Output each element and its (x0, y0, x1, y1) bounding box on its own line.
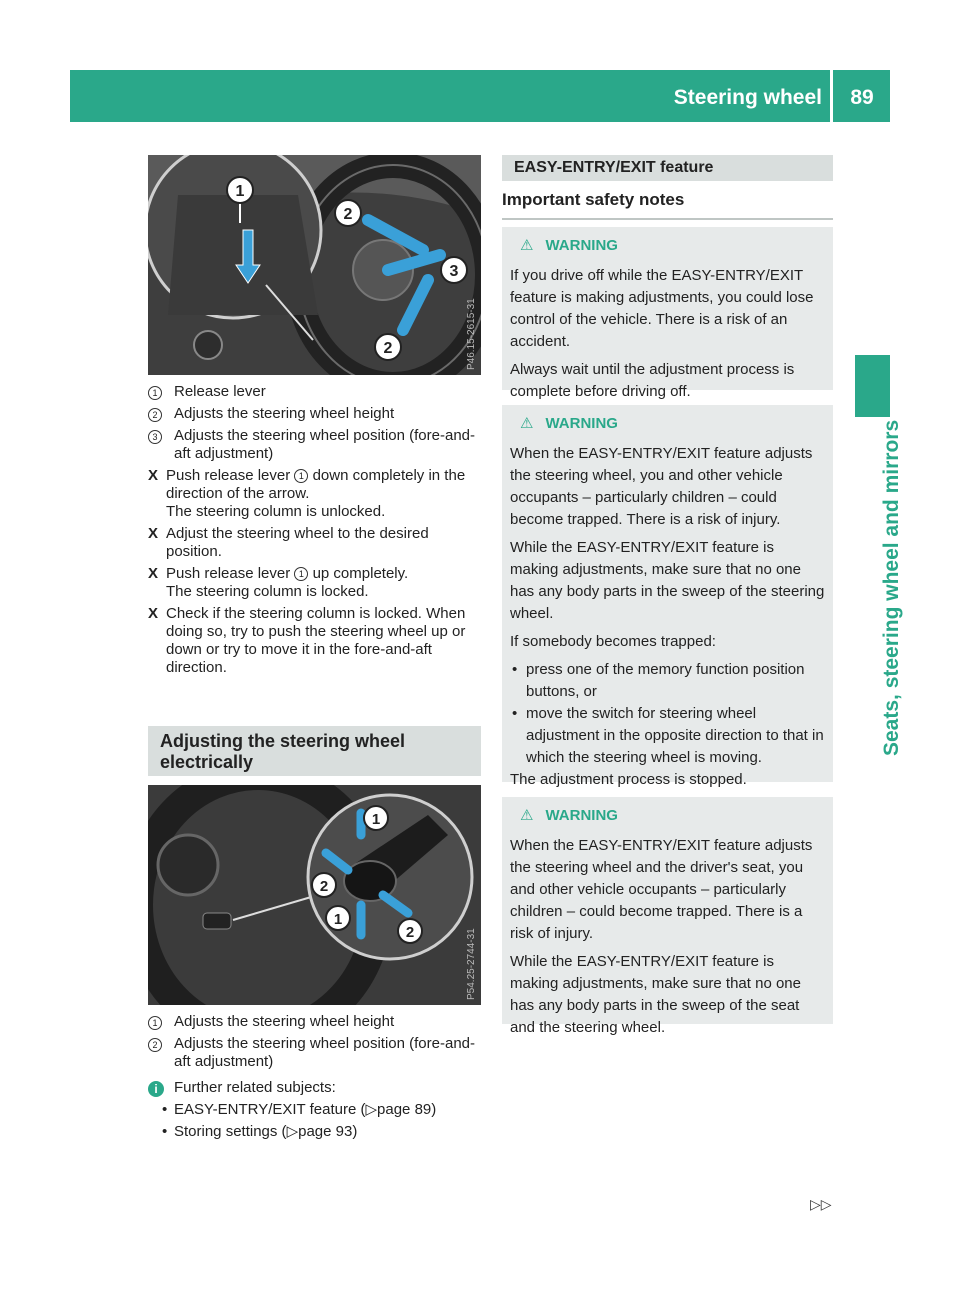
legend-item (148, 1035, 481, 1071)
legend-text: Adjusts the steering wheel position (fore-and-aft adjustment) (174, 427, 475, 462)
warning-triangle-icon: ⚠ (520, 807, 534, 824)
legend-item (148, 405, 481, 423)
svg-text:2: 2 (319, 878, 329, 895)
callout-1-top (364, 806, 388, 830)
legend-text: Adjusts the steering wheel height (174, 1013, 395, 1030)
callout-2-top (335, 200, 361, 226)
warning-triangle-icon: ⚠ (520, 415, 534, 432)
legend-info-block (148, 1013, 481, 1141)
page-ref-arrow-icon: ▷ (365, 1101, 378, 1118)
steering-lever-figure (148, 155, 481, 375)
step-result: The steering column is locked. (166, 583, 369, 600)
warning-text: Always wait until the adjustment process is complete before driving off. (510, 361, 795, 400)
warning-title: ⚠ WARNING (520, 415, 618, 432)
warning-box (502, 797, 833, 1036)
legend-text: Adjusts the steering wheel height (174, 405, 395, 422)
callout-2-bottom (375, 334, 401, 360)
page-number: 89 (850, 86, 874, 109)
step-arrow-icon: X (148, 565, 159, 582)
figure-code: P46.15-2615-31 (466, 298, 477, 370)
warning-title: ⚠ WARNING (520, 807, 618, 824)
callout-number: 2 (148, 1038, 162, 1052)
warning-text: While the EASY-ENTRY/EXIT feature is making adjustments, make sure that no one has any body parts in the sweep of the seat and the steering wheel. (510, 953, 801, 1036)
callout-1-bottom (326, 906, 350, 930)
header-divider (830, 70, 833, 122)
step-arrow-icon: X (148, 605, 159, 622)
instruction-step: X Push release lever 1 down completely in the direction of the arrow. The steering column is unlocked. (148, 467, 466, 520)
legend-steps-block (148, 383, 481, 681)
section-heading-easy-entry: EASY-ENTRY/EXIT feature (502, 155, 833, 181)
legend-item (148, 383, 481, 401)
info-note (148, 1079, 481, 1097)
electric-column-figure (148, 785, 481, 1005)
svg-text:1: 1 (235, 183, 245, 200)
warning-bullet: • press one of the memory function position buttons, or (510, 659, 825, 703)
warning-text: When the EASY-ENTRY/EXIT feature adjusts the steering wheel and the driver's seat, you and other vehicle occupants – particularly children – could become trapped. There is a risk of injury. (510, 837, 813, 942)
svg-text:2: 2 (405, 924, 415, 941)
warning-box (502, 227, 833, 400)
svg-text:3: 3 (449, 263, 459, 280)
legend-text: Release lever (174, 383, 266, 400)
warning-box (502, 405, 833, 788)
info-icon: i (148, 1081, 164, 1097)
figure-code: P54.25-2744-31 (466, 928, 477, 1000)
instruction-step: X Adjust the steering wheel to the desired position. (148, 525, 429, 560)
svg-text:2: 2 (343, 206, 353, 223)
legend-item (148, 427, 481, 463)
continue-arrow-icon: ▷▷ (810, 1196, 832, 1212)
callout-number: 1 (148, 1016, 162, 1030)
cross-reference-link[interactable]: • Storing settings (▷page 93) (148, 1123, 481, 1141)
legend-item (148, 1013, 481, 1031)
subheading-safety: Important safety notes (502, 190, 833, 220)
page-ref-arrow-icon: ▷ (286, 1123, 299, 1140)
callout-number: 2 (148, 408, 162, 422)
instruction-step: X Check if the steering column is locked. When doing so, try to push the steering wheel up or down or try to move it in the fore-and-aft direction. (148, 605, 466, 676)
callout-2-left (312, 873, 336, 897)
warning-text: While the EASY-ENTRY/EXIT feature is making adjustments, make sure that no one has any body parts in the sweep of the steering wheel. (510, 539, 825, 622)
svg-text:1: 1 (371, 811, 381, 828)
page-title: Steering wheel (673, 86, 822, 109)
section-heading-electric: Adjusting the steering wheel electrically (148, 726, 481, 776)
steering-lever-illustration (148, 155, 481, 375)
info-text: Further related subjects: (174, 1079, 336, 1096)
callout-1 (227, 177, 253, 203)
warning-text: If somebody becomes trapped: (510, 633, 716, 650)
warning-bullet: • move the switch for steering wheel adjustment in the opposite direction to that in which the steering wheel is moving. (510, 703, 825, 769)
step-arrow-icon: X (148, 467, 159, 484)
warning-triangle-icon: ⚠ (520, 237, 534, 254)
warning-closing: The adjustment process is stopped. (510, 771, 747, 788)
callout-3 (441, 257, 467, 283)
warning-text: When the EASY-ENTRY/EXIT feature adjusts the steering wheel, you and other vehicle occupants – particularly children – could become trapped. There is a risk of injury. (510, 445, 813, 528)
legend-text: Adjusts the steering wheel position (fore-and-aft adjustment) (174, 1035, 475, 1070)
instruction-step: X Push release lever 1 up completely. The steering column is locked. (148, 565, 409, 600)
cross-reference-link[interactable]: • EASY-ENTRY/EXIT feature (▷page 89) (148, 1101, 481, 1119)
step-arrow-icon: X (148, 525, 159, 542)
warning-title: ⚠ WARNING (520, 237, 618, 254)
electric-column-illustration (148, 785, 481, 1005)
svg-text:1: 1 (333, 911, 343, 928)
chapter-tab (855, 355, 890, 417)
warning-text: If you drive off while the EASY-ENTRY/EXIT feature is making adjustments, you could lose control of the vehicle. There is a risk of an accident. (510, 267, 814, 350)
step-result: The steering column is unlocked. (166, 503, 386, 520)
callout-2-right (398, 919, 422, 943)
svg-text:2: 2 (383, 340, 393, 357)
callout-number: 1 (148, 386, 162, 400)
chapter-label: Seats, steering wheel and mirrors (880, 420, 903, 757)
callout-number: 3 (148, 430, 162, 444)
